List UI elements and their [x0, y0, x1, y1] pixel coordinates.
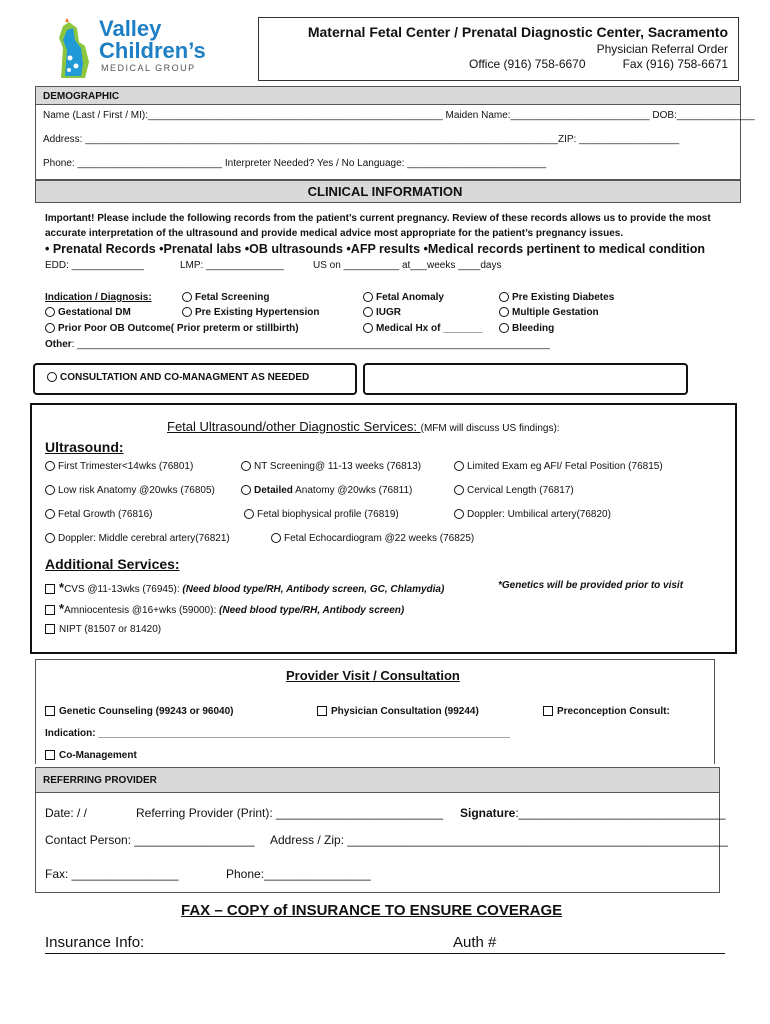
amnio-note: (Need blood type/RH, Antibody screen) — [219, 605, 405, 616]
option-label: Multiple Gestation — [512, 307, 599, 318]
option-label: Doppler: Umbilical artery(76820) — [467, 509, 611, 520]
logo-line-3: MEDICAL GROUP — [101, 63, 196, 73]
radio-icon — [363, 323, 373, 333]
giraffe-logo-icon — [55, 18, 99, 80]
option-label: Low risk Anatomy @20wks (76805) — [58, 485, 215, 496]
checkbox-icon — [543, 706, 553, 716]
demographic-header-bar — [35, 86, 741, 105]
radio-icon — [45, 461, 55, 471]
radio-icon — [363, 307, 373, 317]
radio-icon — [241, 461, 251, 471]
us-low-risk-anatomy[interactable] — [45, 485, 215, 496]
checkbox-icon — [45, 584, 55, 594]
radio-icon — [45, 307, 55, 317]
us-nt-screening[interactable] — [241, 461, 421, 472]
option-label: CVS @11-13wks (76945): — [64, 584, 183, 595]
signature-field[interactable] — [460, 806, 726, 820]
us-doppler-mca[interactable] — [45, 533, 230, 544]
cvs-note: (Need blood type/RH, Antibody screen, GC, Chlamydia) — [182, 584, 445, 595]
option-label: Limited Exam eg AFI/ Fetal Position (76815) — [467, 461, 663, 472]
option-label: Preconception Consult: — [557, 706, 670, 717]
option-preconception[interactable] — [543, 706, 670, 717]
us-fetal-growth[interactable] — [45, 509, 153, 520]
indication-label: Indication / Diagnosis: — [45, 292, 152, 303]
consultation-option-label: CONSULTATION AND CO-MANAGMENT AS NEEDED — [60, 372, 310, 383]
lmp-field[interactable]: LMP: ______________ — [180, 260, 284, 271]
ultrasound-heading: Ultrasound: — [45, 439, 124, 455]
demographic-phone-line[interactable]: Phone: __________________________ Interpreter Needed? Yes / No Language: _________________________ — [43, 158, 547, 169]
date-field[interactable]: Date: / / — [45, 806, 88, 820]
header-office: Office (916) 758-6670 — [469, 57, 586, 71]
radio-icon — [454, 485, 464, 495]
indication-fetal-anomaly[interactable] — [363, 292, 444, 303]
option-label: Pre Existing Hypertension — [195, 307, 320, 318]
radio-icon — [454, 509, 464, 519]
radio-icon — [454, 461, 464, 471]
radio-icon — [241, 485, 251, 495]
option-co-management[interactable] — [45, 750, 137, 761]
clinical-important-2: accurate interpretation of the ultrasound and provide medical advice most appropriate for the patient’s pregnancy issues. — [45, 228, 624, 239]
service-cvs[interactable] — [45, 580, 444, 595]
radio-icon — [499, 307, 509, 317]
other-line: : _____________________________________________________________________________________ — [71, 339, 550, 350]
option-label: NT Screening@ 11-13 weeks (76813) — [254, 461, 422, 472]
edd-field[interactable]: EDD: _____________ — [45, 260, 144, 271]
indication-multiple-gestation[interactable] — [499, 307, 599, 318]
option-label: Anatomy @20wks (76811) — [292, 485, 413, 496]
checkbox-icon — [317, 706, 327, 716]
option-label: Genetic Counseling (99243 or 96040) — [59, 706, 234, 717]
us-fetal-echo[interactable] — [271, 533, 474, 544]
radio-icon — [182, 292, 192, 302]
contact-person-field[interactable]: Contact Person: __________________ — [45, 833, 255, 847]
option-label: Cervical Length (76817) — [467, 485, 574, 496]
services-heading-note: (MFM will discuss US findings): — [420, 423, 560, 434]
option-genetic-counseling[interactable] — [45, 706, 234, 717]
checkbox-icon — [45, 605, 55, 615]
fax-copy-notice: FAX – COPY of INSURANCE TO ENSURE COVERAGE — [181, 902, 563, 919]
asterisk: * — [59, 601, 65, 616]
us-on-field[interactable]: US on __________ at___weeks ____days — [313, 260, 502, 271]
services-heading-text: Fetal Ultrasound/other Diagnostic Services: — [167, 419, 418, 434]
service-nipt[interactable] — [45, 624, 161, 635]
option-label: NIPT (81507 or 81420) — [59, 624, 162, 635]
radio-icon — [363, 292, 373, 302]
signature-label: Signature — [460, 806, 516, 820]
demographic-name-line[interactable]: Name (Last / First / MI):_____________________________________________________ Maiden Name:_________________________ DOB:______________ — [43, 110, 755, 121]
logo-line-1: Valley — [99, 16, 162, 41]
option-label: Pre Existing Diabetes — [512, 292, 615, 303]
option-label: Fetal Screening — [195, 292, 270, 303]
address-zip-field[interactable]: Address / Zip: _________________________________________________________ — [270, 833, 728, 847]
signature-line: :_______________________________ — [515, 806, 726, 820]
option-label: Fetal Anomaly — [376, 292, 444, 303]
other-label: Other — [45, 339, 72, 350]
services-section — [30, 403, 737, 654]
us-detailed-anatomy[interactable] — [241, 485, 412, 496]
insurance-info-label: Insurance Info: — [45, 934, 145, 951]
indication-bleeding[interactable] — [499, 323, 554, 334]
indication-gestational-dm[interactable] — [45, 307, 131, 318]
radio-icon — [45, 509, 55, 519]
checkbox-icon — [45, 624, 55, 634]
radio-icon — [499, 292, 509, 302]
radio-icon — [47, 372, 57, 382]
checkbox-icon — [45, 750, 55, 760]
option-label: Fetal Growth (76816) — [58, 509, 153, 520]
option-label: Physician Consultation (99244) — [331, 706, 479, 717]
phone-field[interactable]: Phone:________________ — [226, 867, 371, 881]
option-label: Medical Hx of _______ — [376, 323, 483, 334]
fax-field[interactable]: Fax: ________________ — [45, 867, 179, 881]
option-label: Fetal Echocardiogram @22 weeks (76825) — [284, 533, 475, 544]
radio-icon — [271, 533, 281, 543]
logo — [55, 18, 215, 82]
option-label: Amniocentesis @16+wks (59000): — [64, 605, 220, 616]
clinical-important-1: Important! Please include the following records from the patient’s current pregnancy. Review of these records allows us to provide the most — [45, 213, 711, 224]
auth-label: Auth # — [453, 934, 497, 951]
clinical-heading: CLINICAL INFORMATION — [307, 184, 463, 199]
additional-services-heading: Additional Services: — [45, 556, 180, 572]
header-subtitle: Physician Referral Order — [596, 42, 728, 56]
service-amniocentesis[interactable] — [45, 601, 404, 616]
referring-heading: REFERRING PROVIDER — [43, 775, 157, 786]
consultation-option[interactable] — [47, 372, 309, 383]
referring-provider-field[interactable]: Referring Provider (Print): _________________________ — [136, 806, 443, 820]
option-label: IUGR — [376, 307, 401, 318]
indication-field[interactable]: Indication: __________________________________________________________________________ — [45, 728, 510, 739]
radio-icon — [182, 307, 192, 317]
indication-pre-existing-hypertension[interactable] — [182, 307, 319, 318]
header-fax: Fax (916) 758-6671 — [622, 57, 728, 71]
option-label-bold: Detailed — [254, 485, 293, 496]
radio-icon — [244, 509, 254, 519]
us-limited-exam[interactable] — [454, 461, 663, 472]
demographic-address-line[interactable]: Address: _____________________________________________________________________________________ZIP: __________________ — [43, 134, 680, 145]
option-label: Prior Poor OB Outcome( Prior preterm or stillbirth) — [58, 323, 299, 334]
option-label: Gestational DM — [58, 307, 131, 318]
indication-fetal-screening[interactable] — [182, 292, 269, 303]
insurance-info-line[interactable] — [45, 953, 725, 954]
radio-icon — [499, 323, 509, 333]
indication-iugr[interactable] — [363, 307, 401, 318]
us-first-trimester[interactable] — [45, 461, 193, 472]
logo-line-2: Children’s — [99, 38, 206, 63]
option-physician-consultation[interactable] — [317, 706, 479, 717]
checkbox-icon — [45, 706, 55, 716]
radio-icon — [45, 485, 55, 495]
option-label: Bleeding — [512, 323, 555, 334]
demographic-heading: DEMOGRAPHIC — [43, 91, 120, 102]
indication-medical-hx[interactable] — [363, 323, 482, 334]
option-label: First Trimester<14wks (76801) — [58, 461, 194, 472]
us-cervical-length[interactable] — [454, 485, 574, 496]
other-field[interactable] — [45, 339, 550, 350]
indication-pre-existing-diabetes[interactable] — [499, 292, 614, 303]
option-label: Co-Management — [59, 750, 137, 761]
option-label: Fetal biophysical profile (76819) — [257, 509, 399, 520]
clinical-records-list: • Prenatal Records •Prenatal labs •OB ultrasounds •AFP results •Medical records pertinent to medical condition — [45, 242, 706, 256]
asterisk: * — [59, 580, 65, 595]
genetics-note: *Genetics will be provided prior to visit — [498, 580, 684, 591]
radio-icon — [45, 323, 55, 333]
header-title: Maternal Fetal Center / Prenatal Diagnostic Center, Sacramento — [307, 24, 728, 40]
radio-icon — [45, 533, 55, 543]
us-biophysical-profile[interactable] — [244, 509, 399, 520]
us-doppler-umbilical[interactable] — [454, 509, 611, 520]
services-heading — [167, 419, 560, 434]
indication-prior-poor-ob[interactable] — [45, 323, 299, 334]
option-label: Doppler: Middle cerebral artery(76821) — [58, 533, 230, 544]
consultation-notes-box[interactable] — [363, 363, 688, 395]
provider-visit-heading: Provider Visit / Consultation — [286, 668, 460, 683]
